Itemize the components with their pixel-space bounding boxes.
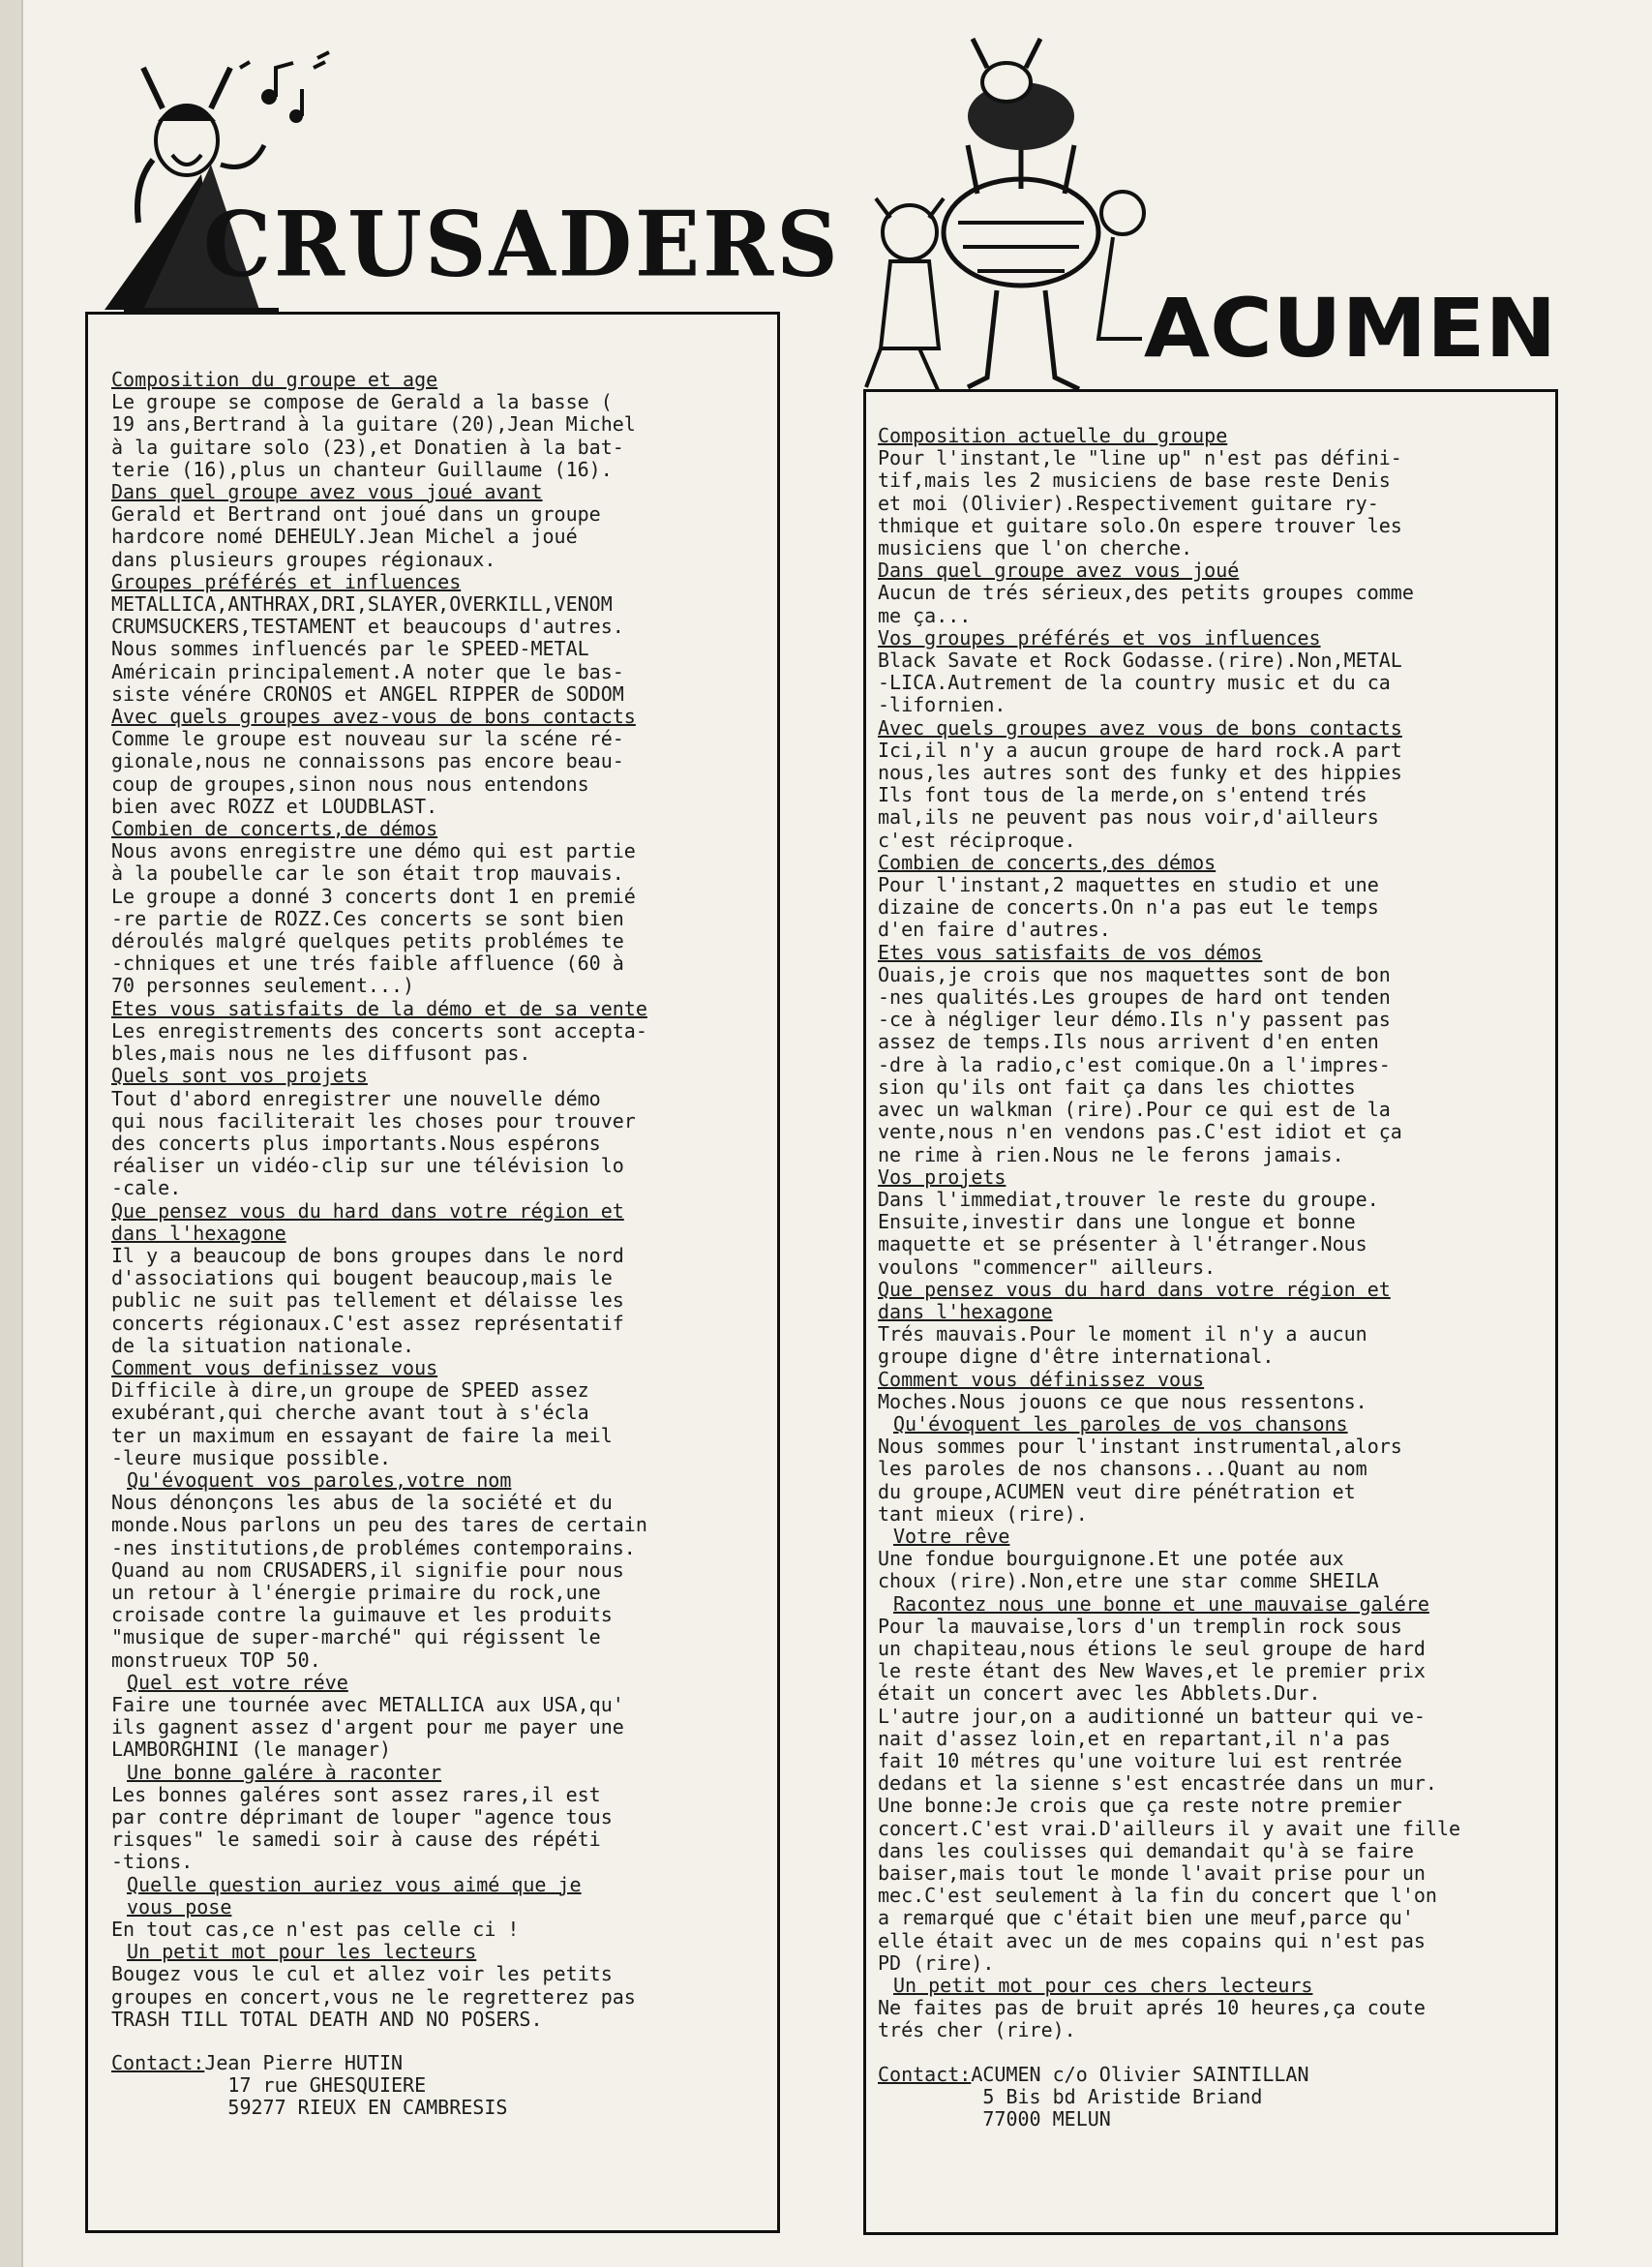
- acumen-interview-box: [863, 389, 1558, 2235]
- interview-question: Groupes préférés et influences: [111, 569, 462, 593]
- interview-answer: Nous dénonçons les abus de la société et du monde.Nous parlons un peu des tares de certain -nes institutions,de problémes contemporains. Quand au nom CRUSADERS,il signifie pour nous un retour à l'énergie primaire du rock,une croisade contre la guimauve et les produits "musique de super-marché" qui régissent le monstrueux TOP 50.: [111, 1491, 647, 1672]
- acumen-contact: [878, 2064, 1540, 2131]
- page-binding-edge: [0, 0, 23, 2267]
- acumen-contact-line: 5 Bis bd Aristide Briand: [878, 2084, 1263, 2108]
- interview-answer: METALLICA,ANTHRAX,DRI,SLAYER,OVERKILL,VENOM CRUMSUCKERS,TESTAMENT et beaucoups d'autres. Nous sommes influencés par le SPEED-METAL Américain principalement.A noter que le bas- siste vénére CRONOS et ANGEL RIPPER de SODOM: [111, 592, 624, 706]
- acumen-contact-label: Contact:: [878, 2062, 972, 2086]
- interview-question: Etes vous satisfaits de vos démos: [878, 940, 1263, 964]
- interview-question: Comment vous definissez vous: [111, 1355, 438, 1379]
- interview-question: Composition actuelle du groupe: [878, 424, 1228, 447]
- interview-answer: Nous avons enregistre une démo qui est partie à la poubelle car le son était trop mauvais. Le groupe a donné 3 concerts dont 1 en premié -re partie de ROZZ.Ces concerts se sont bien déroulés malgré quelques petits problémes te -chniques et une trés faible affluence (60 à 70 personnes seulement...): [111, 839, 636, 998]
- crusaders-title: CRUSADERS: [203, 191, 841, 297]
- acumen-contact-line: 77000 MELUN: [878, 2107, 1111, 2131]
- interview-question: Que pensez vous du hard dans votre région et dans l'hexagone: [878, 1277, 1391, 1323]
- interview-answer: Difficile à dire,un groupe de SPEED assez exubérant,qui cherche avant tout à s'écla ter un maximum en essayant de faire la meil -leure musique possible.: [111, 1378, 613, 1469]
- interview-question: Vos groupes préférés et vos influences: [878, 625, 1321, 650]
- interview-question: Quels sont vos projets: [111, 1064, 368, 1088]
- crusaders-contact-line: 17 rue GHESQUIERE: [111, 2073, 427, 2098]
- interview-answer: Dans l'immediat,trouver le reste du groupe. Ensuite,investir dans une longue et bonne maquette et se présenter à l'étranger.Nous voulons "commencer" ailleurs.: [878, 1187, 1379, 1279]
- interview-question: Qu'évoquent vos paroles,votre nom: [127, 1467, 512, 1492]
- interview-question: Etes vous satisfaits de la démo et de sa vente: [111, 996, 647, 1020]
- crusaders-interview-box: [85, 312, 780, 2233]
- interview-answer: Tout d'abord enregistrer une nouvelle démo qui nous faciliterait les choses pour trouver des concerts plus importants.Nous espérons réaliser un vidéo-clip sur une télévision lo -cale.: [111, 1086, 636, 1200]
- interview-answer: Faire une tournée avec METALLICA aux USA,qu' ils gagnent assez d'argent pour me payer une LAMBORGHINI (le manager): [111, 1692, 624, 1762]
- interview-answer: Pour la mauvaise,lors d'un tremplin rock sous un chapiteau,nous étions le seul groupe de hard le reste étant des New Waves,et le premier prix était un concert avec les Abblets.Dur. L'autre jour,on a auditionné un batteur qui ve- nait d'assez loin,et en repartant,il n'a pas fait 10 métres qu'une voiture lui est rentrée dedans et la sienne s'est encastrée dans un mur. Une bonne:Je crois que ça reste notre premier concert.C'est vrai.D'ailleurs il y avait une fille dans les coulisses qui demandait qu'à se faire baiser,mais tout le monde l'avait prise pour un mec.C'est seulement à la fin du concert que l'on a remarqué que c'était bien une meuf,parce qu' elle était avec un de mes copains qui n'est pas PD (rire).: [878, 1614, 1461, 1975]
- interview-question: Que pensez vous du hard dans votre région et dans l'hexagone: [111, 1198, 624, 1245]
- interview-answer: Comme le groupe est nouveau sur la scéne ré- gionale,nous ne connaissons pas encore beau- coup de groupes,sinon nous nous entendons bien avec ROZZ et LOUDBLAST.: [111, 727, 624, 818]
- interview-question: Un petit mot pour les lecteurs: [127, 1940, 477, 1964]
- interview-question: Composition du groupe et age: [111, 368, 438, 391]
- acumen-mascot-image: [852, 29, 1171, 397]
- interview-answer: Bougez vous le cul et allez voir les petits groupes en concert,vous ne le regretterez pas TRASH TILL TOTAL DEATH AND NO POSERS.: [111, 1962, 636, 2031]
- crusaders-contact: [111, 2052, 758, 2120]
- interview-answer: Ouais,je crois que nos maquettes sont de bon -nes qualités.Les groupes de hard ont tenden -ce à négliger leur démo.Ils n'y passent pas assez de temps.Ils nous arrivent d'en enten -dre à la radio,c'est comique.On a l'impres- sion qu'ils ont fait ça dans les chiottes avec un walkman (rire).Pour ce qui est de la vente,nous n'en vendons pas.C'est idiot et ça ne rime à rien.Nous ne le ferons jamais.: [878, 962, 1402, 1166]
- interview-question: Qu'évoquent les paroles de vos chansons: [893, 1411, 1348, 1436]
- interview-question: Quelle question auriez vous aimé que je vous pose: [127, 1872, 582, 1919]
- interview-question: Comment vous définissez vous: [878, 1367, 1205, 1391]
- crusaders-contact-line: Jean Pierre HUTIN: [204, 2051, 404, 2075]
- interview-answer: Moches.Nous jouons ce que nous ressentons.: [878, 1389, 1367, 1413]
- interview-question: Dans quel groupe avez vous joué: [878, 559, 1240, 583]
- interview-answer: Ne faites pas de bruit aprés 10 heures,ça coute trés cher (rire).: [878, 1996, 1426, 2042]
- interview-question: Avec quels groupes avez-vous de bons contacts: [111, 705, 636, 729]
- interview-question: Combien de concerts,de démos: [111, 817, 438, 841]
- interview-answer: Pour l'instant,2 maquettes en studio et une dizaine de concerts.On n'a pas eut le temps d'en faire d'autres.: [878, 873, 1379, 942]
- interview-question: Quel est votre réve: [127, 1670, 348, 1694]
- interview-question: Avec quels groupes avez vous de bons contacts: [878, 715, 1402, 740]
- interview-answer: Gerald et Bertrand ont joué dans un groupe hardcore nomé DEHEULY.Jean Michel a joué dans plusieurs groupes régionaux.: [111, 502, 601, 571]
- interview-answer: Trés mauvais.Pour le moment il n'y a aucun groupe digne d'être international.: [878, 1322, 1367, 1369]
- interview-answer: Ici,il n'y a aucun groupe de hard rock.A part nous,les autres sont des funky et des hippies Ils font tous de la merde,on s'entend trés mal,ils ne peuvent pas nous voir,d'ailleurs c'est réciproque.: [878, 738, 1402, 852]
- interview-answer: Les enregistrements des concerts sont accepta- bles,mais nous ne les diffusont pas.: [111, 1018, 647, 1066]
- interview-answer: Une fondue bourguignone.Et une potée aux choux (rire).Non,etre une star comme SHEILA: [878, 1547, 1379, 1593]
- interview-question: Votre rêve: [893, 1524, 1010, 1548]
- interview-answer: Nous sommes pour l'instant instrumental,alors les paroles de nos chansons...Quant au nom du groupe,ACUMEN veut dire pénétration et tant mieux (rire).: [878, 1435, 1402, 1526]
- acumen-interview-text: [878, 425, 1540, 2042]
- interview-question: Un petit mot pour ces chers lecteurs: [893, 1974, 1313, 1998]
- crusaders-interview-text: [111, 369, 758, 2031]
- interview-answer: Pour l'instant,le "line up" n'est pas défini- tif,mais les 2 musiciens de base reste Denis et moi (Olivier).Respectivement guitare ry- thmique et guitare solo.On espere trouver les musiciens que l'on cherche.: [878, 446, 1402, 560]
- interview-answer: Black Savate et Rock Godasse.(rire).Non,METAL -LICA.Autrement de la country music et du ca -lifornien.: [878, 649, 1402, 717]
- interview-question: Une bonne galére à raconter: [127, 1760, 442, 1784]
- crusaders-contact-line: 59277 RIEUX EN CAMBRESIS: [111, 2096, 508, 2120]
- interview-question: Racontez nous une bonne et une mauvaise galére: [893, 1591, 1429, 1616]
- interview-answer: En tout cas,ce n'est pas celle ci !: [111, 1918, 520, 1942]
- interview-question: Dans quel groupe avez vous joué avant: [111, 480, 543, 504]
- interview-question: Combien de concerts,des démos: [878, 850, 1216, 874]
- acumen-title: ACUMEN: [1143, 281, 1557, 376]
- interview-question: Vos projets: [878, 1164, 1006, 1189]
- interview-answer: Il y a beaucoup de bons groupes dans le nord d'associations qui bougent beaucoup,mais le public ne suit pas tellement et délaisse les concerts régionaux.C'est assez représentatif de la situation nationale.: [111, 1243, 624, 1357]
- interview-answer: Aucun de trés sérieux,des petits groupes comme me ça...: [878, 581, 1414, 627]
- crusaders-contact-label: Contact:: [111, 2051, 205, 2075]
- acumen-contact-line: ACUMEN c/o Olivier SAINTILLAN: [971, 2062, 1309, 2086]
- interview-answer: Les bonnes galéres sont assez rares,il est par contre déprimant de louper "agence tous risques" le samedi soir à cause des répéti -tions.: [111, 1782, 613, 1874]
- interview-answer: Le groupe se compose de Gerald a la basse ( 19 ans,Bertrand à la guitare (20),Jean Michel à la guitare solo (23),et Donatien à la bat- terie (16),plus un chanteur Guillaume (16).: [111, 390, 636, 481]
